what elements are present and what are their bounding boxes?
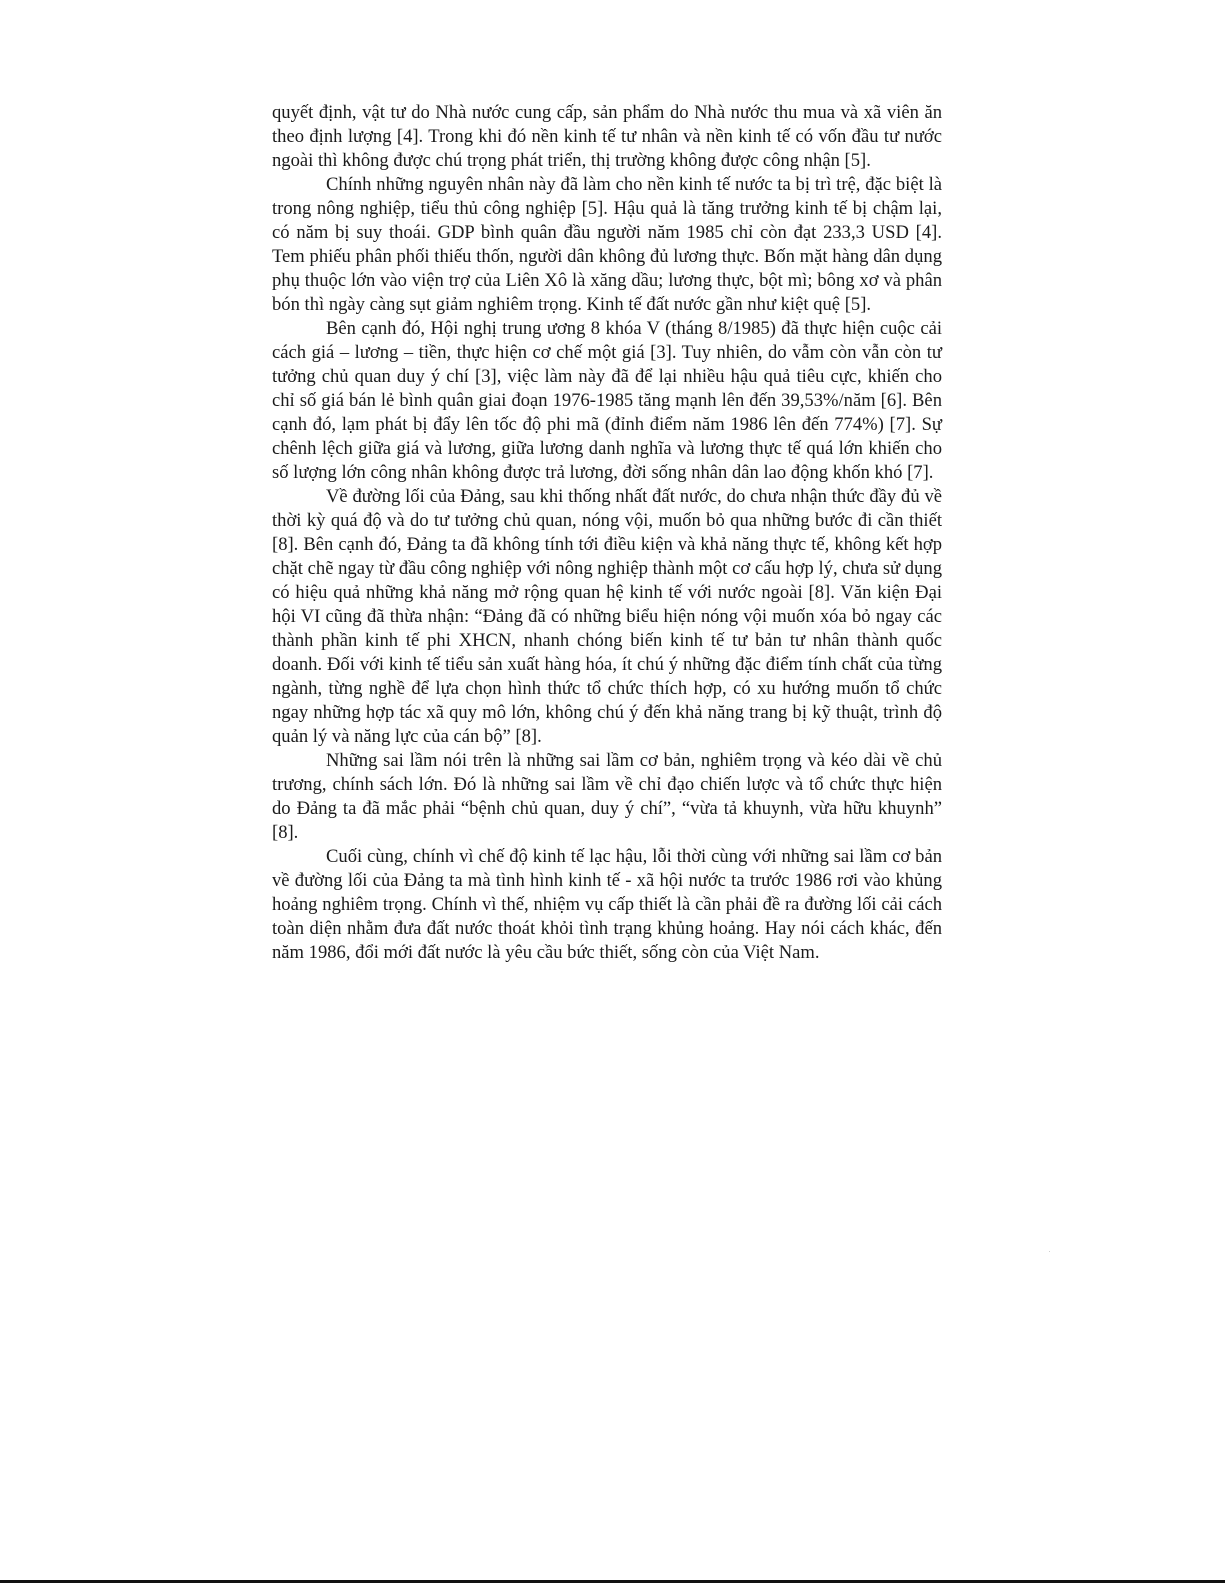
paragraph-party-policy: Về đường lối của Đảng, sau khi thống nhất đất nước, do chưa nhận thức đầy đủ về thời kỳ quá độ và do tư tưởng chủ quan, nóng vội, muốn bỏ qua những bước đi cần thiết [8]. Bên cạnh đó, Đảng ta đã không tính tới điều kiện và khả năng thực tế, không kết hợp chặt chẽ ngay từ đầu công nghiệp với nông nghiệp thành một cơ cấu hợp lý, chưa sử dụng có hiệu quả những khả năng mở rộng quan hệ kinh tế với nước ngoài [8]. Văn kiện Đại hội VI cũng đã thừa nhận: “Đảng đã có những biểu hiện nóng vội muốn xóa bỏ ngay các thành phần kinh tế phi XHCN, nhanh chóng biến kinh tế tư bản tư nhân thành quốc doanh. Đối với kinh tế tiểu sản xuất hàng hóa, ít chú ý những đặc điểm tính chất của từng ngành, từng nghề để lựa chọn hình thức tổ chức thích hợp, có xu hướng muốn tổ chức ngay những hợp tác xã quy mô lớn, không chú ý đến khả năng trang bị kỹ thuật, trình độ quản lý và năng lực của cán bộ” [8]. <box>272 486 942 747</box>
paragraph-price-wage-reform: Bên cạnh đó, Hội nghị trung ương 8 khóa V (tháng 8/1985) đã thực hiện cuộc cải cách giá – lương – tiền, thực hiện cơ chế một giá [3]. Tuy nhiên, do vẫm còn vẫn còn tư tưởng chủ quan duy ý chí [3], việc làm này đã để lại nhiều hậu quả tiêu cực, khiến cho chỉ số giá bán lẻ bình quân giai đoạn 1976-1985 tăng mạnh lên đến 39,53%/năm [6]. Bên cạnh đó, lạm phát bị đẩy lên tốc độ phi mã (đỉnh điểm năm 1986 lên đến 774%) [7]. Sự chênh lệch giữa giá và lương, giữa lương danh nghĩa và lương thực tế quá lớn khiến cho số lượng lớn công nhân không được trả lương, đời sống nhân dân lao động khốn khó [7]. <box>272 318 942 483</box>
paragraph-continuation: quyết định, vật tư do Nhà nước cung cấp, sản phẩm do Nhà nước thu mua và xã viên ăn theo định lượng [4]. Trong khi đó nền kinh tế tư nhân và nền kinh tế có vốn đầu tư nước ngoài thì không được chú trọng phát triển, thị trường không được công nhận [5]. <box>272 102 942 171</box>
paragraph-economic-stagnation: Chính những nguyên nhân này đã làm cho nền kinh tế nước ta bị trì trệ, đặc biệt là trong nông nghiệp, tiểu thủ công nghiệp [5]. Hậu quả là tăng trưởng kinh tế bị chậm lại, có năm bị suy thoái. GDP bình quân đầu người năm 1985 chỉ còn đạt 233,3 USD [4]. Tem phiếu phân phối thiếu thốn, người dân không đủ lương thực. Bốn mặt hàng dân dụng phụ thuộc lớn vào viện trợ của Liên Xô là xăng dầu; lương thực, bột mì; bông xơ và phân bón thì ngày càng sụt giảm nghiêm trọng. Kinh tế đất nước gần như kiệt quệ [5]. <box>272 174 942 315</box>
page-bottom-edge <box>0 1580 1225 1583</box>
body-text <box>272 101 942 965</box>
paragraph-conclusion: Cuối cùng, chính vì chế độ kinh tế lạc hậu, lỗi thời cùng với những sai lầm cơ bản về đường lối của Đảng ta mà tình hình kinh tế - xã hội nước ta trước 1986 rơi vào khủng hoảng nghiêm trọng. Chính vì thế, nhiệm vụ cấp thiết là cần phải đề ra đường lối cải cách toàn diện nhằm đưa đất nước thoát khỏi tình trạng khủng hoảng. Hay nói cách khác, đến năm 1986, đổi mới đất nước là yêu cầu bức thiết, sống còn của Việt Nam. <box>272 846 942 963</box>
paragraph-mistakes: Những sai lầm nói trên là những sai lầm cơ bản, nghiêm trọng và kéo dài về chủ trương, chính sách lớn. Đó là những sai lầm về chỉ đạo chiến lược và tổ chức thực hiện do Đảng ta đã mắc phải “bệnh chủ quan, duy ý chí”, “vừa tả khuynh, vừa hữu khuynh” [8]. <box>272 750 942 843</box>
scan-speck <box>1049 1251 1050 1252</box>
